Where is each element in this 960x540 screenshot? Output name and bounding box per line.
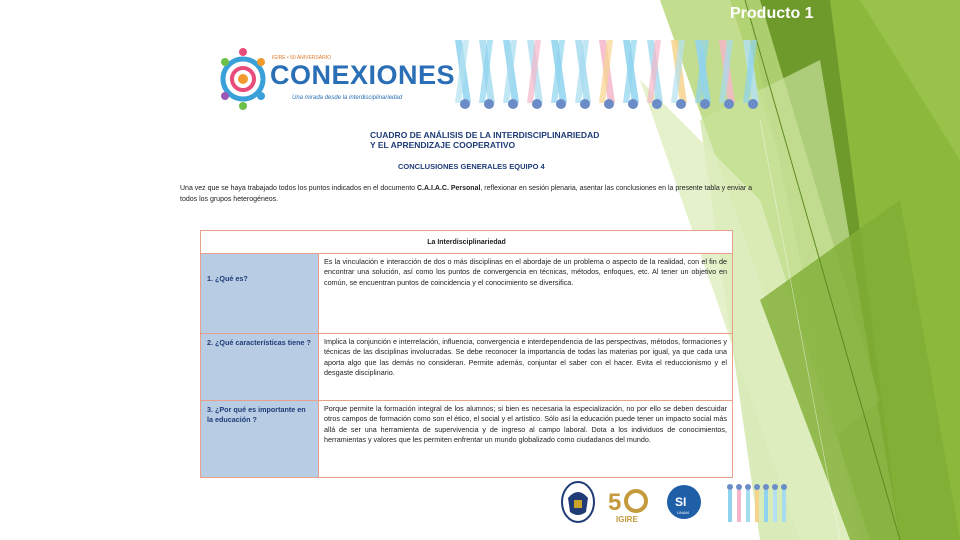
svg-text:SI: SI xyxy=(675,495,687,509)
logo-subtitle: Una mirada desde la interdisciplinariedad xyxy=(292,95,403,101)
table-header: La Interdisciplinariedad xyxy=(201,231,733,254)
document-title xyxy=(370,130,610,150)
question-cell: 2. ¿Qué características tiene ? xyxy=(201,334,319,401)
unam-seal-icon xyxy=(562,482,594,522)
document-subtitle: CONCLUSIONES GENERALES EQUIPO 4 xyxy=(398,162,545,171)
question-cell: 3. ¿Por qué es importante en la educación ? xyxy=(201,401,319,478)
footer-logos xyxy=(556,478,796,528)
intro-text-start: Una vez que se haya trabajado todos los puntos indicados en el documento xyxy=(180,185,417,192)
50-igire-logo-icon xyxy=(602,484,654,524)
answer-cell: Porque permite la formación integral de los alumnos; si bien es necesaria la especialización, no por ello se deben descuidar otros campos de formación como son el ético, el social y el artístico. Sólo así la educación puede tener un impacto social más allá de ser una herramienta de supervivencia y de ingreso al campo laboral. Dota a los individuos de conocimientos, herramientas y valores que les permiten enfrentar un mundo globalizado como ciudadanos del mundo. xyxy=(319,401,733,478)
table-row xyxy=(201,401,733,478)
logo-wordmark: CONEXIONES xyxy=(270,60,456,90)
document-title-line-1: CUADRO DE ANÁLISIS DE LA INTERDISCIPLINARIEDAD xyxy=(370,130,600,140)
intro-text-bold: C.A.I.A.C. Personal xyxy=(417,185,481,192)
svg-text:5: 5 xyxy=(608,489,622,516)
answer-cell: Es la vinculación e interacción de dos o más disciplinas en el abordaje de un problema o aspecto de la realidad, con el fin de encontrar una solución, así como los puntos de convergencia en técnicas, métodos, enfoques, etc. Al tener un objetivo en común, se encuentran puntos de coincidencia y el conocimiento se diversifica. xyxy=(319,254,733,334)
table-row xyxy=(201,334,733,401)
interdisciplinarity-table xyxy=(200,230,733,478)
slide-title: Producto 1 xyxy=(730,5,814,22)
document-title-line-2: Y EL APRENDIZAJE COOPERATIVO xyxy=(370,140,516,150)
answer-cell: Implica la conjunción e interrelación, influencia, convergencia e interdependencia de las perspectivas, métodos, formaciones y técnicas de las disciplinas involucradas. Se debe reconocer la importancia de todas las materias por igual, ya que cada una aporta algo que las demás no consideran. Permite además, conjuntar el saber con el hacer. Evita el reduccionismo y el desgaste disciplinario. xyxy=(319,334,733,401)
intro-paragraph xyxy=(180,183,770,205)
si-unam-logo-icon xyxy=(667,485,701,519)
table-row xyxy=(201,254,733,334)
intro-text-end: , reflexionar en sesión plenaria, asentar las conclusiones en la presente tabla y enviar a todos los grupos heterogéneos. xyxy=(180,185,753,203)
svg-text:UNAM: UNAM xyxy=(677,510,689,515)
conexiones-stripes-icon xyxy=(727,484,787,522)
svg-text:IGIRE: IGIRE xyxy=(616,515,638,524)
question-cell: 1. ¿Qué es? xyxy=(201,254,319,334)
logo-tagline: IGIRE • 50 ANIVERSARIO xyxy=(272,55,331,61)
